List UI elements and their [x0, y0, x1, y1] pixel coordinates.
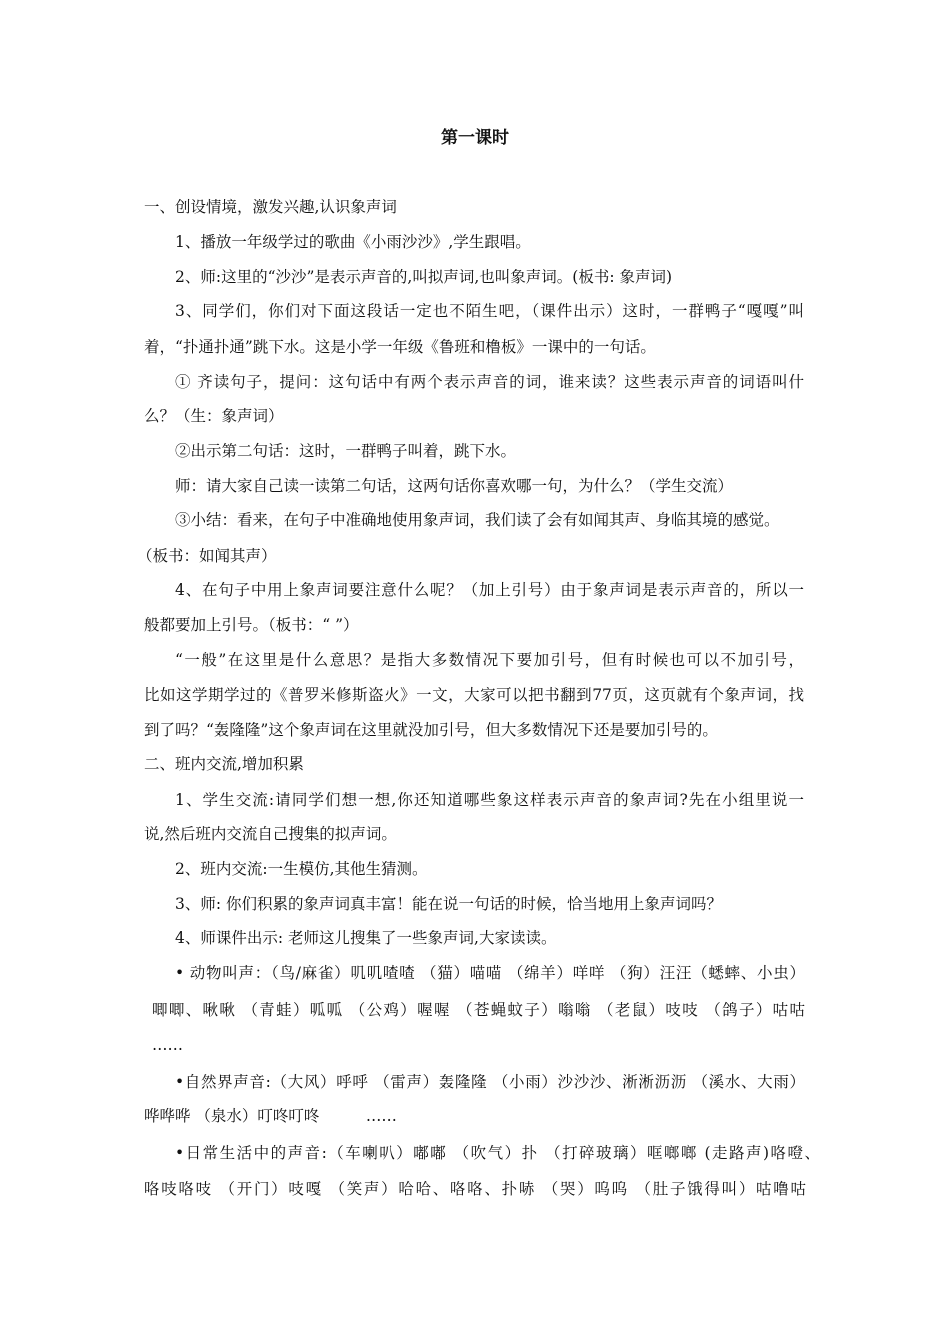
ellipsis-line: …… [152, 1036, 183, 1054]
section-heading-2: 二、班内交流,增加积累 [144, 755, 304, 773]
paragraph-line: “一般”在这里是什么意思？是指大多数情况下要加引号，但有时候也可以不加引号， [175, 651, 804, 669]
paragraph-line: （板书：如闻其声） [137, 547, 277, 565]
paragraph-line: ②出示第二句话：这时，一群鸭子叫着，跳下水。 [175, 442, 517, 460]
bullet-line-daily-sounds: •日常生活中的声音:（车喇叭）嘟嘟 （吹气）扑 （打碎玻璃）哐啷啷 (走路声)咯噔、 [175, 1144, 820, 1162]
section-heading-1: 一、创设情境，激发兴趣,认识象声词 [144, 198, 397, 216]
paragraph-line: 3、同学们，你们对下面这段话一定也不陌生吧，（课件出示）这时，一群鸭子“嘎嘎”叫 [175, 302, 804, 320]
paragraph-line: 说,然后班内交流自己搜集的拟声词。 [144, 825, 397, 843]
document-title: 第一课时 [441, 128, 509, 148]
paragraph-line: 唧唧、啾啾 （青蛙）呱呱 （公鸡）喔喔 （苍蝇蚊子）嗡嗡 （老鼠）吱吱 （鸽子）咕咕 [152, 1001, 805, 1019]
paragraph-line: 么？（生：象声词） [144, 407, 284, 425]
paragraph-line: 般都要加上引号。（板书：“ ”） [144, 616, 359, 634]
paragraph-line: ③小结：看来，在句子中准确地使用象声词，我们读了会有如闻其声、身临其境的感觉。 [175, 511, 780, 529]
paragraph-line: 3、师: 你们积累的象声词真丰富！能在说一句话的时候，恰当地用上象声词吗？ [175, 895, 723, 913]
paragraph-line: 着，“扑通扑通”跳下水。这是小学一年级《鲁班和橹板》一课中的一句话。 [144, 338, 656, 356]
paragraph-line: 2、师:这里的“沙沙”是表示声音的,叫拟声词,也叫象声词。(板书: 象声词) [175, 268, 673, 286]
paragraph-line: 4、师课件出示: 老师这儿搜集了一些象声词,大家读读。 [175, 929, 557, 947]
paragraph-line: 2、班内交流:一生模仿,其他生猜测。 [175, 860, 428, 878]
bullet-line-animal-sounds: • 动物叫声：（鸟/麻雀）叽叽喳喳 （猫）喵喵 （绵羊）咩咩 （狗）汪汪（蟋蟀、小虫） [175, 964, 805, 982]
paragraph-line: 到了吗？“轰隆隆”这个象声词在这里就没加引号，但大多数情况下还是要加引号的。 [144, 721, 718, 739]
paragraph-line: ① 齐读句子，提问：这句话中有两个表示声音的词，谁来读？这些表示声音的词语叫什 [175, 373, 804, 391]
paragraph-line: 比如这学期学过的《普罗米修斯盗火》一文，大家可以把书翻到77页，这页就有个象声词，找 [144, 686, 804, 704]
paragraph-line: 1、播放一年级学过的歌曲《小雨沙沙》,学生跟唱。 [175, 233, 531, 251]
paragraph-line: 4、在句子中用上象声词要注意什么呢？（加上引号）由于象声词是表示声音的，所以一 [175, 581, 804, 599]
paragraph-line: 哗哗哗 （泉水）叮咚叮咚 …… [144, 1107, 397, 1125]
paragraph-line: 咯吱咯吱 （开门）吱嘎 （笑声）哈哈、咯咯、扑哧 （哭）呜呜 （肚子饿得叫）咕噜咕 [144, 1180, 806, 1198]
bullet-line-nature-sounds: •自然界声音:（大风）呼呼 （雷声）轰隆隆 （小雨）沙沙沙、淅淅沥沥 （溪水、大雨） [175, 1073, 805, 1091]
paragraph-line: 师：请大家自己读一读第二句话，这两句话你喜欢哪一句，为什么？（学生交流） [175, 477, 734, 495]
paragraph-line: 1、学生交流:请同学们想一想,你还知道哪些象这样表示声音的象声词?先在小组里说一 [175, 791, 804, 809]
